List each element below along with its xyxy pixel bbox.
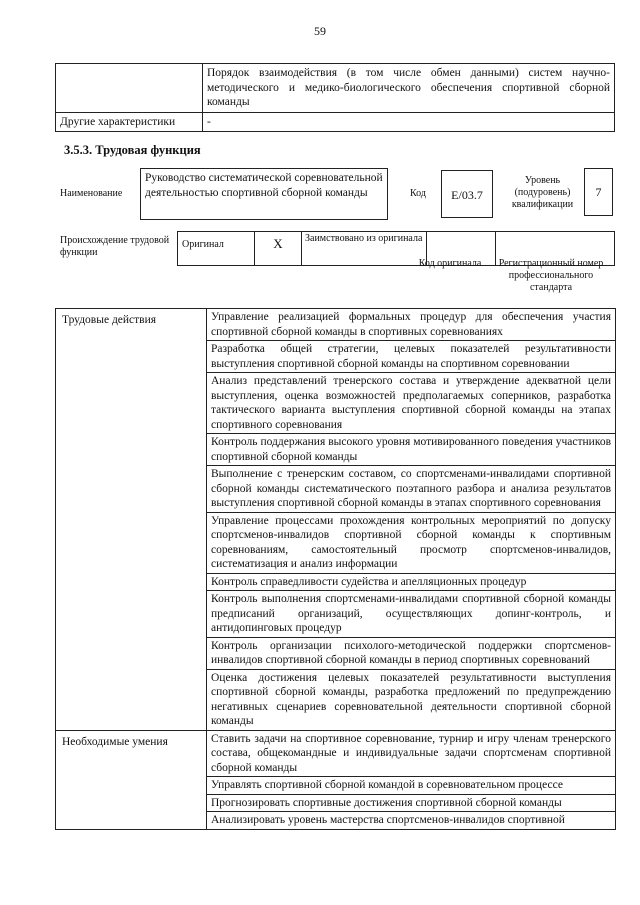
labor-action-item: Оценка достижения целевых показателей результативности выступления спортивной сборной команды, разработка предложений по предупреждению негативных сценариев соревновательной деятельности спортивной сборной команды [207, 669, 616, 730]
name-label: Наименование [60, 188, 123, 199]
table-cell-value: Порядок взаимодействия (в том числе обмен данными) систем научно-методического и медико-биологического обеспечения спортивной сборной команды [203, 64, 615, 113]
function-name-box: Руководство систематической соревновательной деятельностью спортивной сборной команды [140, 168, 388, 220]
table-cell-label: Другие характеристики [56, 112, 203, 132]
labor-action-item: Разработка общей стратегии, целевых показателей результативности выступления спортивной сборной команды на спортивном соревновании [207, 341, 616, 373]
labor-function-table [55, 308, 616, 830]
code-label: Код [410, 188, 426, 199]
original-label: Оригинал [182, 239, 224, 250]
labor-action-item: Управление процессами прохождения контрольных мероприятий по допуску спортсменов-инвалидов спортивной сборной команды к спортивным соревнованиям, самостоятельный просмотр спортсменов-инвалидов, систематизация и анализ информации [207, 512, 616, 573]
page-number: 59 [314, 24, 326, 38]
level-box: 7 [584, 168, 613, 216]
labor-action-item: Анализ представлений тренерского состава и утверждение адекватной цели выступления, оценка возможностей предполагаемых соперников, разработка тактического варианта выступления спортивной сборной команды на этапах спортивного соревнования [207, 373, 616, 434]
labor-action-item: Управление реализацией формальных процедур для обеспечения участия спортивной сборной команды в спортивных соревнованиях [207, 309, 616, 341]
section-title: 3.5.3. Трудовая функция [64, 143, 201, 157]
labor-action-item: Контроль справедливости судейства и апелляционных процедур [207, 573, 616, 591]
labor-action-item: Контроль выполнения спортсменами-инвалидами спортивной сборной команды предписаний организаций, осуществляющих допинг-контроль, и антидопинговых процедур [207, 591, 616, 638]
borrowed-cell: Заимствовано из оригинала [302, 232, 427, 266]
original-mark: X [255, 232, 302, 266]
labor-actions-label: Трудовые действия [56, 309, 207, 731]
table-row [56, 64, 615, 113]
table-row [56, 112, 615, 132]
skill-item: Управлять спортивной сборной командой в соревновательном процессе [207, 777, 616, 795]
table-row [56, 730, 616, 777]
level-label: Уровень (подуровень) квалификации [511, 175, 574, 210]
skill-item: Прогнозировать спортивные достижения спортивной сборной команды [207, 794, 616, 812]
required-skills-label: Необходимые умения [56, 730, 207, 829]
continuation-table [55, 63, 615, 132]
labor-action-item: Контроль поддержания высокого уровня мотивированного поведения участников спортивной сборной команды [207, 434, 616, 466]
function-code-box: E/03.7 [441, 170, 493, 218]
table-row [56, 309, 616, 341]
reg-number-caption: Регистрационный номер профессионального стандарта [498, 258, 604, 293]
labor-action-item: Выполнение с тренерским составом, со спортсменами-инвалидами спортивной сборной команды систематического поэтапного разбора и анализа результатов выступления спортивной сборной команды в этапах спортивного соревнования [207, 466, 616, 513]
skill-item: Ставить задачи на спортивное соревнование, турнир и игру членам тренерского состава, общекомандные и индивидуальные задачи спортсменам спортивной сборной команды [207, 730, 616, 777]
original-cell [178, 232, 255, 266]
code-original-caption: Код оригинала [418, 258, 482, 269]
skill-item: Анализировать уровень мастерства спортсменов-инвалидов спортивной [207, 812, 616, 830]
table-cell-label [56, 64, 203, 113]
labor-action-item: Контроль организации психолого-методической поддержки спортсменов-инвалидов спортивной сборной команды в период спортивных соревнований [207, 637, 616, 669]
table-cell-value: - [203, 112, 615, 132]
origin-label: Происхождение трудовой функции [60, 235, 170, 258]
